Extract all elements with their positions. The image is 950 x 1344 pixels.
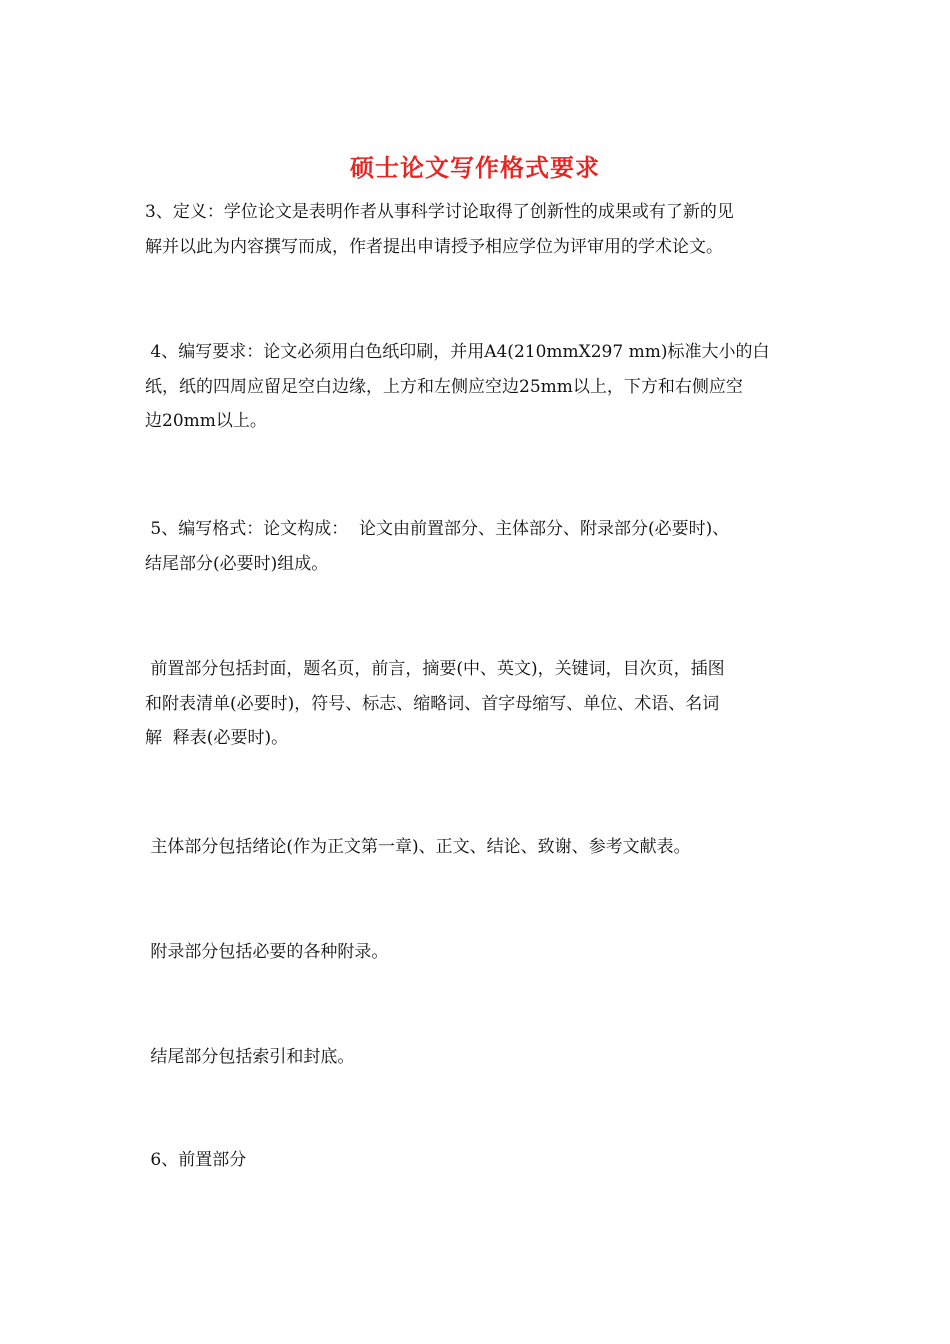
paragraph-line: 4、编写要求：论文必须用白色纸印刷，并用A4(210mmX297 mm)标准大小的白 [145,342,770,362]
paragraph-writing-format [145,512,810,581]
paragraph-line: 5、编写格式：论文构成： 论文由前置部分、主体部分、附录部分(必要时)、 [145,519,730,539]
paragraph-line: 解 释表(必要时)。 [145,728,289,748]
paragraph-line: 解并以此为内容撰写而成，作者提出申请授予相应学位为评审用的学术论文。 [145,236,723,257]
paragraph-end-matter [145,1040,810,1075]
paragraph-main-body [145,830,810,865]
paragraph-line: 纸，纸的四周应留足空白边缘，上方和左侧应空边25mm以上，下方和右侧应空 [145,376,743,397]
paragraph-appendix [145,935,810,970]
paragraph-line: 主体部分包括绪论(作为正文第一章)、正文、结论、致谢、参考文献表。 [145,837,691,857]
paragraph-line: 6、前置部分 [145,1150,247,1170]
paragraph-section-6-heading [145,1143,810,1178]
paragraph-line: 前置部分包括封面，题名页，前言，摘要(中、英文)，关键词，目次页，插图 [145,659,725,679]
paragraph-line: 结尾部分(必要时)组成。 [145,553,329,574]
paragraph-writing-requirements [145,335,810,439]
paragraph-line: 附录部分包括必要的各种附录。 [145,942,389,962]
paragraph-line: 边20mm以上。 [145,411,267,431]
paragraph-line: 结尾部分包括索引和封底。 [145,1047,355,1067]
paragraph-front-matter [145,652,810,756]
paragraph-line: 和附表清单(必要时)，符号、标志、缩略词、首字母缩写、单位、术语、名词 [145,693,720,714]
paragraph-definition [145,195,810,264]
paragraph-line: 3、定义：学位论文是表明作者从事科学讨论取得了创新性的成果或有了新的见 [145,202,734,222]
document-title: 硕士论文写作格式要求 [350,153,600,182]
